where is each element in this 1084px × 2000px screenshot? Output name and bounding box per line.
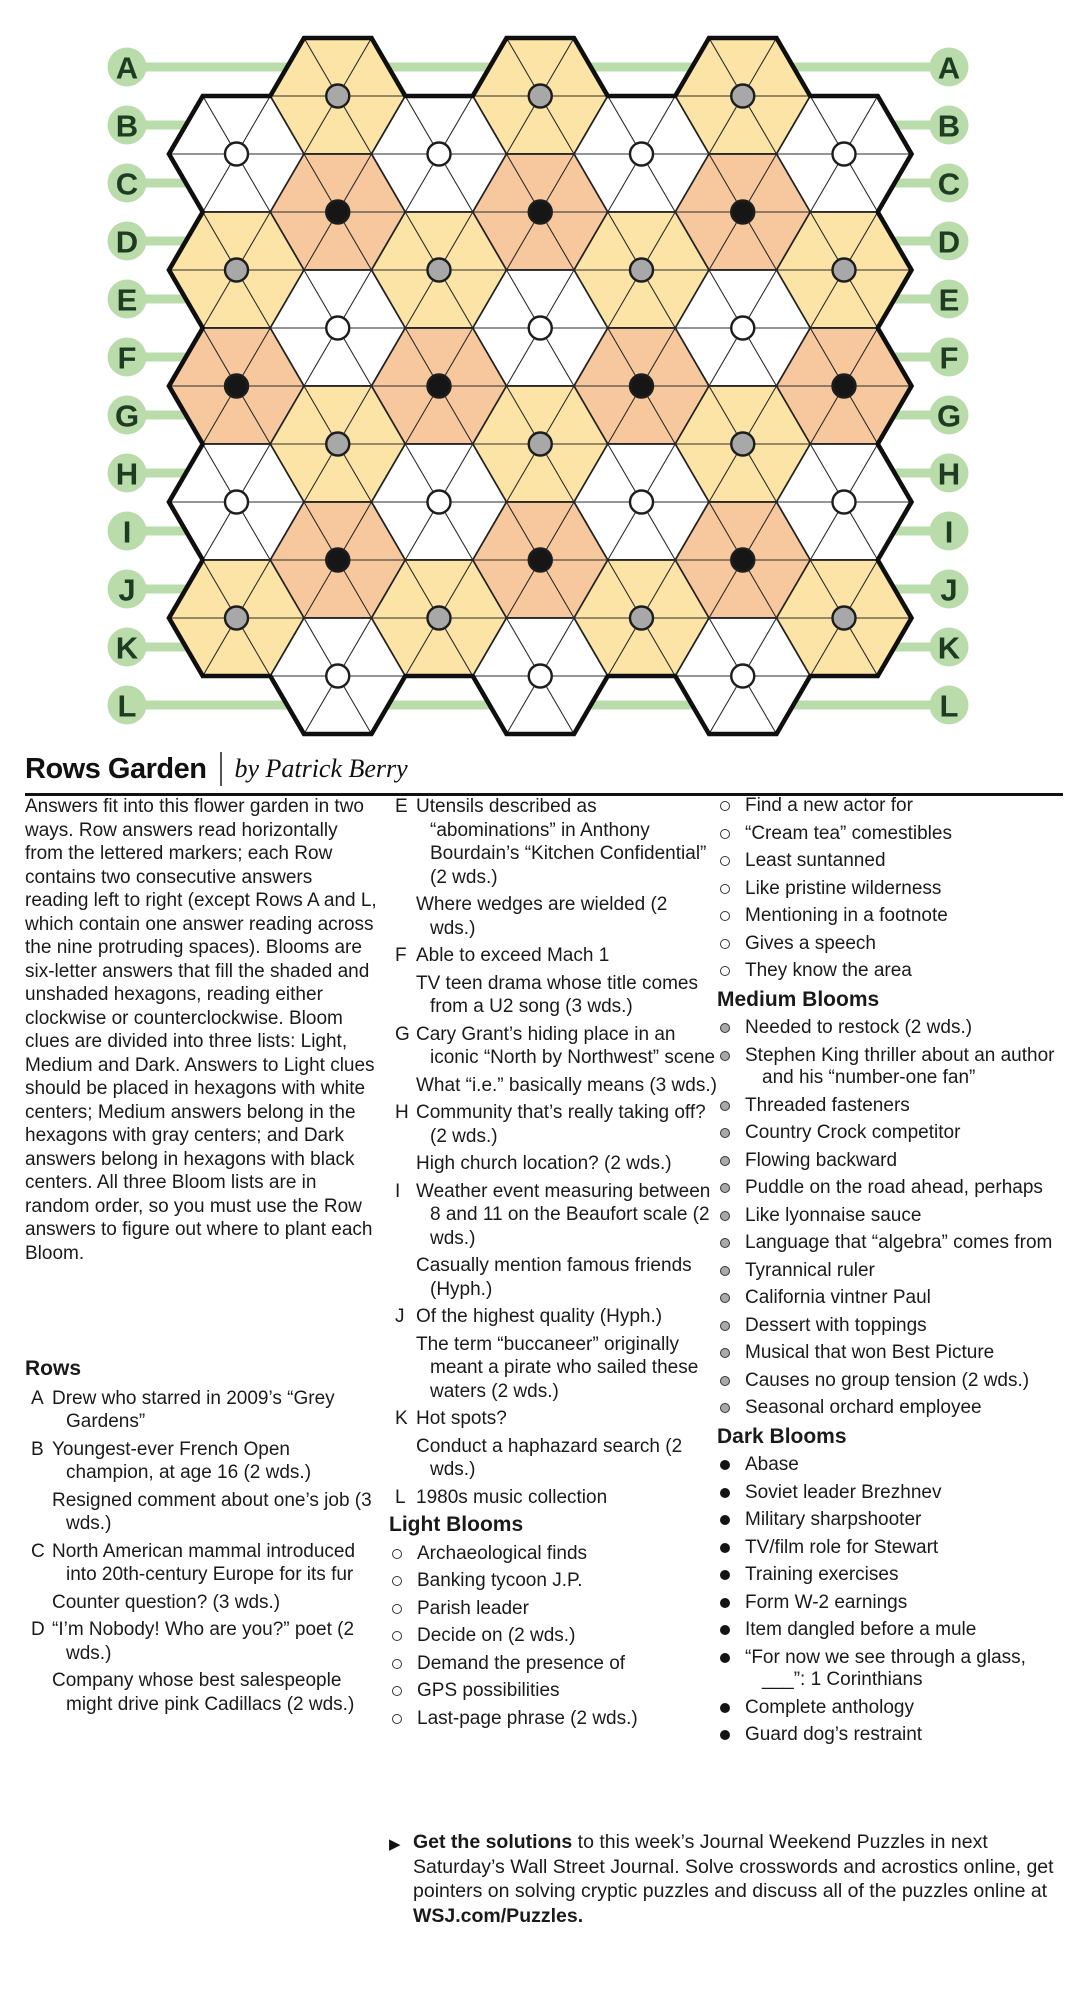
row-clue-letter: I [395, 1180, 401, 1202]
light-bloom-dot-icon [392, 1604, 402, 1614]
clue-text: High church location? (2 wds.) [416, 1153, 672, 1174]
row-letter-right: F [939, 340, 959, 376]
row-clue-F [389, 944, 717, 1019]
medium-bloom-dot-icon [720, 1403, 730, 1413]
clue-text: Drew who starred in 2009’s “Grey Gardens” [52, 1387, 335, 1432]
dark-bloom-dot-icon [720, 1598, 730, 1608]
clue-text: Weather event measuring between 8 and 11 on the Beaufort scale (2 wds.) [416, 1180, 711, 1249]
row-clue-J [389, 1305, 717, 1403]
row-letter-left: E [116, 282, 138, 318]
light-bloom-dot-icon [392, 1576, 402, 1586]
column-right [717, 795, 1065, 1752]
light-bloom-item [389, 1598, 717, 1621]
hexagon-center-dot-light [225, 491, 248, 514]
row-clue-E [389, 795, 717, 940]
dark-bloom-item [717, 1697, 1065, 1720]
medium-bloom-item [717, 1045, 1065, 1090]
row-letter-right: G [936, 398, 962, 434]
light-bloom-item [389, 1708, 717, 1731]
bloom-clue-text: Gives a speech [745, 932, 876, 954]
row-letter-left: C [115, 166, 139, 202]
row-clue-B [25, 1438, 377, 1536]
bloom-clue-text: Like pristine wilderness [745, 877, 942, 899]
column-middle [389, 795, 717, 1735]
hexagon-center-dot-medium [731, 85, 754, 108]
hexagon-center-dot-light [731, 317, 754, 340]
dark-bloom-item [717, 1647, 1065, 1692]
clue-text: Of the highest quality (Hyph.) [416, 1306, 663, 1327]
clue-text: Hot spots? [416, 1408, 507, 1429]
dark-bloom-item [717, 1537, 1065, 1560]
hexagon-center-dot-medium [630, 607, 653, 630]
light-bloom-item [389, 1570, 717, 1593]
row-letter-left: J [118, 572, 136, 608]
light-bloom-item [389, 1625, 717, 1648]
row-letter-right: C [937, 166, 961, 202]
row-letter-right: E [938, 282, 960, 318]
hexagon-center-dot-dark [529, 549, 552, 572]
light-bloom-item [717, 823, 1065, 846]
hexagon-center-dot-medium [630, 259, 653, 282]
medium-bloom-item [717, 1342, 1065, 1365]
row-clue-C [25, 1540, 377, 1615]
medium-blooms-list [717, 1017, 1065, 1420]
dark-bloom-dot-icon [720, 1570, 730, 1580]
clue-text: TV teen drama whose title comes from a U2 song (3 wds.) [416, 972, 698, 1017]
dark-bloom-dot-icon [720, 1703, 730, 1713]
medium-blooms-header: Medium Blooms [717, 987, 880, 1011]
dark-bloom-dot-icon [720, 1625, 730, 1635]
dark-bloom-item [717, 1482, 1065, 1505]
row-letter-left: H [115, 456, 139, 492]
column-left [25, 795, 377, 1720]
light-bloom-dot-icon [392, 1686, 402, 1696]
title-divider [220, 752, 222, 786]
dark-bloom-dot-icon [720, 1460, 730, 1470]
bloom-clue-text: Abase [745, 1454, 799, 1475]
row-letter-right: L [939, 688, 959, 724]
light-bloom-dot-icon [720, 884, 730, 894]
row-letter-right: J [940, 572, 958, 608]
bloom-clue-text: Like lyonnaise sauce [745, 1204, 922, 1226]
light-bloom-item [717, 933, 1065, 956]
medium-bloom-dot-icon [720, 1128, 730, 1138]
row-clue-A [25, 1387, 377, 1434]
clue-columns [0, 795, 1084, 2000]
bloom-clue-text: Find a new actor for [745, 795, 913, 816]
medium-bloom-dot-icon [720, 1023, 730, 1033]
bloom-clue-text: Military sharpshooter [745, 1509, 922, 1530]
row-letter-left: L [117, 688, 137, 724]
row-clue-letter: A [31, 1387, 44, 1409]
hexagon-center-dot-light [225, 143, 248, 166]
bloom-clue-text: Parish leader [417, 1597, 529, 1619]
light-blooms-header: Light Blooms [389, 1513, 524, 1536]
hexagon-center-dot-dark [326, 549, 349, 572]
row-clue-letter: C [31, 1540, 45, 1562]
light-bloom-dot-icon [392, 1549, 402, 1559]
hexagon-center-dot-dark [225, 375, 248, 398]
bloom-clue-text: “For now we see through a glass, ___”: 1 Corinthians [745, 1646, 1026, 1690]
light-bloom-item [389, 1543, 717, 1566]
hexagon-center-dot-light [529, 317, 552, 340]
dark-bloom-item [717, 1619, 1065, 1642]
medium-bloom-item [717, 1017, 1065, 1040]
row-letter-right: D [937, 224, 961, 260]
hexagon-center-dot-medium [529, 85, 552, 108]
row-letter-left: F [117, 340, 137, 376]
medium-bloom-item [717, 1150, 1065, 1173]
medium-bloom-dot-icon [720, 1266, 730, 1276]
hexagon-center-dot-light [630, 143, 653, 166]
hexagon-center-dot-dark [731, 549, 754, 572]
bloom-clue-text: Tyrannical ruler [745, 1259, 875, 1281]
light-bloom-dot-icon [392, 1631, 402, 1641]
row-clue-L [389, 1486, 717, 1510]
bloom-clue-text: Soviet leader Brezhnev [745, 1481, 942, 1503]
clue-text: Casually mention famous friends (Hyph.) [416, 1255, 692, 1300]
row-clue-letter: E [395, 796, 408, 817]
bloom-clue-text: California vintner Paul [745, 1287, 931, 1308]
clue-text: Company whose best salespeople might drive pink Cadillacs (2 wds.) [52, 1670, 355, 1715]
light-bloom-dot-icon [392, 1714, 402, 1724]
hexagon-center-dot-dark [630, 375, 653, 398]
row-letter-left: K [115, 630, 139, 666]
medium-bloom-item [717, 1315, 1065, 1338]
solutions-note [389, 1830, 1065, 1928]
medium-bloom-dot-icon [720, 1376, 730, 1386]
medium-bloom-dot-icon [720, 1321, 730, 1331]
row-clue-H [389, 1101, 717, 1176]
bloom-clue-text: Training exercises [745, 1564, 899, 1585]
hexagon-center-dot-dark [731, 201, 754, 224]
clue-text: Conduct a haphazard search (2 wds.) [416, 1435, 683, 1480]
row-clue-letter: B [31, 1438, 44, 1460]
hexagon-center-dot-light [326, 665, 349, 688]
medium-bloom-item [717, 1177, 1065, 1200]
hexagon-center-dot-medium [225, 607, 248, 630]
dark-bloom-dot-icon [720, 1730, 730, 1740]
clue-text: The term “buccaneer” originally meant a pirate who sailed these waters (2 wds.) [416, 1333, 699, 1402]
light-bloom-item [717, 878, 1065, 901]
light-bloom-dot-icon [720, 939, 730, 949]
medium-bloom-item [717, 1370, 1065, 1393]
arrow-icon: ▶ [389, 1836, 401, 1853]
row-clues-a-d [25, 1387, 377, 1717]
bloom-clue-text: Demand the presence of [417, 1652, 626, 1674]
clue-text: “I’m Nobody! Who are you?” poet (2 wds.) [52, 1619, 355, 1664]
bloom-clue-text: Form W-2 earnings [745, 1591, 908, 1613]
medium-bloom-item [717, 1095, 1065, 1118]
clue-text: Where wedges are wielded (2 wds.) [416, 894, 668, 939]
dark-bloom-dot-icon [720, 1543, 730, 1553]
bloom-clue-text: Complete anthology [745, 1696, 914, 1718]
hexagon-center-dot-medium [428, 259, 451, 282]
light-bloom-item [389, 1653, 717, 1676]
light-bloom-dot-icon [720, 829, 730, 839]
hexagon-center-dot-light [529, 665, 552, 688]
row-clue-letter: D [31, 1619, 45, 1640]
bloom-clue-text: Puddle on the road ahead, perhaps [745, 1177, 1043, 1198]
dark-bloom-item [717, 1509, 1065, 1532]
bloom-clue-text: Country Crock competitor [745, 1122, 961, 1143]
hexagon-center-dot-dark [428, 375, 451, 398]
dark-blooms-list [717, 1454, 1065, 1747]
medium-bloom-dot-icon [720, 1211, 730, 1221]
byline: by Patrick Berry [234, 754, 408, 783]
light-bloom-item [717, 960, 1065, 983]
light-bloom-dot-icon [392, 1659, 402, 1669]
bloom-clue-text: GPS possibilities [417, 1680, 560, 1701]
light-bloom-dot-icon [720, 801, 730, 811]
hexagon-center-dot-light [833, 143, 856, 166]
light-bloom-item [389, 1680, 717, 1703]
row-letter-left: G [114, 398, 140, 434]
light-bloom-item [717, 850, 1065, 873]
row-clues-e-l [389, 795, 717, 1509]
light-bloom-dot-icon [720, 911, 730, 921]
row-clue-letter: K [395, 1408, 408, 1429]
row-letter-right: I [944, 514, 954, 550]
dark-bloom-item [717, 1724, 1065, 1747]
hexagon-center-dot-light [731, 665, 754, 688]
row-clue-I [389, 1180, 717, 1302]
dark-bloom-dot-icon [720, 1515, 730, 1525]
clue-text: What “i.e.” basically means (3 wds.) [416, 1074, 717, 1096]
rows-header: Rows [25, 1357, 82, 1380]
medium-bloom-dot-icon [720, 1183, 730, 1193]
medium-bloom-dot-icon [720, 1238, 730, 1248]
bloom-clue-text: Guard dog’s restraint [745, 1724, 923, 1745]
instructions: Answers fit into this flower garden in two ways. Row answers read horizontally from the lettered markers; each Row contains two consecutive answers reading left to right (except Rows A and L, which contain one answer reading across the nine protruding spaces). Blooms are six-letter answers that fill the shaded and unshaded hexagons, reading either clockwise or counterclockwise. Bloom clues are divided into three lists: Light, Medium and Dark. Answers to Light clues should be placed in hexagons with white centers; Medium answers belong in the hexagons with gray centers; and Dark answers belong in hexagons with black centers. All three Bloom lists are in random order, so you must use the Row answers to figure out where to plant each Bloom. [25, 796, 377, 1264]
medium-bloom-dot-icon [720, 1101, 730, 1111]
clue-text: North American mammal introduced into 20th-century Europe for its fur [52, 1540, 356, 1585]
medium-bloom-dot-icon [720, 1348, 730, 1358]
bloom-clue-text: Stephen King thriller about an author and his “number-one fan” [745, 1044, 1055, 1088]
light-blooms-list-2 [717, 795, 1065, 983]
dark-bloom-item [717, 1454, 1065, 1477]
hexagon-center-dot-light [630, 491, 653, 514]
row-clue-G [389, 1023, 717, 1098]
bloom-clue-text: Item dangled before a mule [745, 1619, 977, 1640]
medium-bloom-dot-icon [720, 1293, 730, 1303]
medium-bloom-item [717, 1260, 1065, 1283]
row-letter-left: D [115, 224, 139, 260]
row-letter-left: B [115, 108, 139, 144]
rows-garden-grid [0, 0, 1084, 756]
hexagon-center-dot-medium [428, 607, 451, 630]
dark-bloom-dot-icon [720, 1488, 730, 1498]
bloom-clue-text: They know the area [745, 960, 912, 981]
clue-text: Able to exceed Mach 1 [416, 945, 610, 966]
light-bloom-item [717, 795, 1065, 818]
dark-blooms-header: Dark Blooms [717, 1424, 847, 1448]
bloom-clue-text: Banking tycoon J.P. [417, 1570, 583, 1591]
bloom-clue-text: Dessert with toppings [745, 1314, 927, 1336]
hexagon-center-dot-medium [833, 259, 856, 282]
row-letter-left: I [122, 514, 132, 550]
bloom-clue-text: TV/film role for Stewart [745, 1536, 939, 1558]
hexagon-center-dot-medium [225, 259, 248, 282]
bloom-clue-text: Causes no group tension (2 wds.) [745, 1369, 1030, 1391]
medium-bloom-item [717, 1397, 1065, 1420]
row-letter-left: A [115, 50, 139, 86]
light-blooms-list-1 [389, 1543, 717, 1731]
dark-bloom-item [717, 1592, 1065, 1615]
row-letter-right: H [937, 456, 961, 492]
clue-text: Resigned comment about one’s job (3 wds.) [52, 1489, 372, 1534]
bloom-clue-text: Language that “algebra” comes from [745, 1232, 1053, 1253]
puzzle-grid-svg [0, 0, 1084, 756]
hexagon-center-dot-dark [529, 201, 552, 224]
row-letter-right: B [937, 108, 961, 144]
light-bloom-item [717, 905, 1065, 928]
hexagon-center-dot-medium [833, 607, 856, 630]
clue-text: Community that’s really taking off? (2 wds.) [416, 1102, 706, 1147]
hexagon-center-dot-dark [326, 201, 349, 224]
medium-bloom-item [717, 1287, 1065, 1310]
bloom-clue-text: Least suntanned [745, 850, 886, 871]
title-bar [25, 752, 1063, 796]
row-clue-D [25, 1618, 377, 1716]
row-letter-right: K [937, 630, 961, 666]
bloom-clue-text: “Cream tea” comestibles [745, 822, 952, 844]
medium-bloom-item [717, 1232, 1065, 1255]
row-clue-K [389, 1407, 717, 1482]
clue-text: 1980s music collection [416, 1486, 608, 1508]
medium-bloom-dot-icon [720, 1051, 730, 1061]
hexagon-center-dot-light [833, 491, 856, 514]
hexagon-center-dot-medium [326, 433, 349, 456]
clue-text: Counter question? (3 wds.) [52, 1591, 281, 1613]
bloom-clue-text: Last-page phrase (2 wds.) [417, 1707, 638, 1729]
row-letter-right: A [937, 50, 961, 86]
light-bloom-dot-icon [720, 856, 730, 866]
page-title: Rows Garden [25, 752, 207, 785]
row-clue-letter: G [395, 1023, 410, 1045]
row-clue-letter: F [395, 945, 407, 966]
hexagon-center-dot-light [326, 317, 349, 340]
medium-bloom-item [717, 1205, 1065, 1228]
dark-bloom-dot-icon [720, 1653, 730, 1663]
medium-bloom-item [717, 1122, 1065, 1145]
bloom-clue-text: Decide on (2 wds.) [417, 1625, 576, 1646]
bloom-clue-text: Mentioning in a footnote [745, 905, 948, 926]
clue-text: Youngest-ever French Open champion, at age 16 (2 wds.) [52, 1438, 312, 1483]
bloom-clue-text: Needed to restock (2 wds.) [745, 1017, 973, 1038]
hexagon-center-dot-medium [529, 433, 552, 456]
dark-bloom-item [717, 1564, 1065, 1587]
bloom-clue-text: Archaeological finds [417, 1542, 588, 1564]
hexagon-center-dot-light [428, 491, 451, 514]
row-clue-letter: J [395, 1306, 405, 1327]
clue-text: Cary Grant’s hiding place in an iconic “North by Northwest” scene [416, 1023, 716, 1068]
light-bloom-dot-icon [720, 966, 730, 976]
hexagon-center-dot-dark [833, 375, 856, 398]
row-clue-letter: H [395, 1102, 409, 1123]
clue-text: Utensils described as “abominations” in Anthony Bourdain’s “Kitchen Confidential” (2 wds.) [416, 796, 707, 888]
solutions-text: Get the solutions to this week’s Journal Weekend Puzzles in next Saturday’s Wall Street Journal. Solve crosswords and acrostics online, get pointers on solving cryptic puzzles and discuss all of the puzzles online at WSJ.com/Puzzles. [413, 1831, 1054, 1927]
hexagon-center-dot-medium [731, 433, 754, 456]
bloom-clue-text: Musical that won Best Picture [745, 1342, 995, 1363]
hexagon-center-dot-light [428, 143, 451, 166]
bloom-clue-text: Threaded fasteners [745, 1094, 910, 1116]
bloom-clue-text: Seasonal orchard employee [745, 1397, 982, 1418]
row-clue-letter: L [395, 1486, 406, 1508]
medium-bloom-dot-icon [720, 1156, 730, 1166]
bloom-clue-text: Flowing backward [745, 1149, 898, 1171]
hexagon-center-dot-medium [326, 85, 349, 108]
